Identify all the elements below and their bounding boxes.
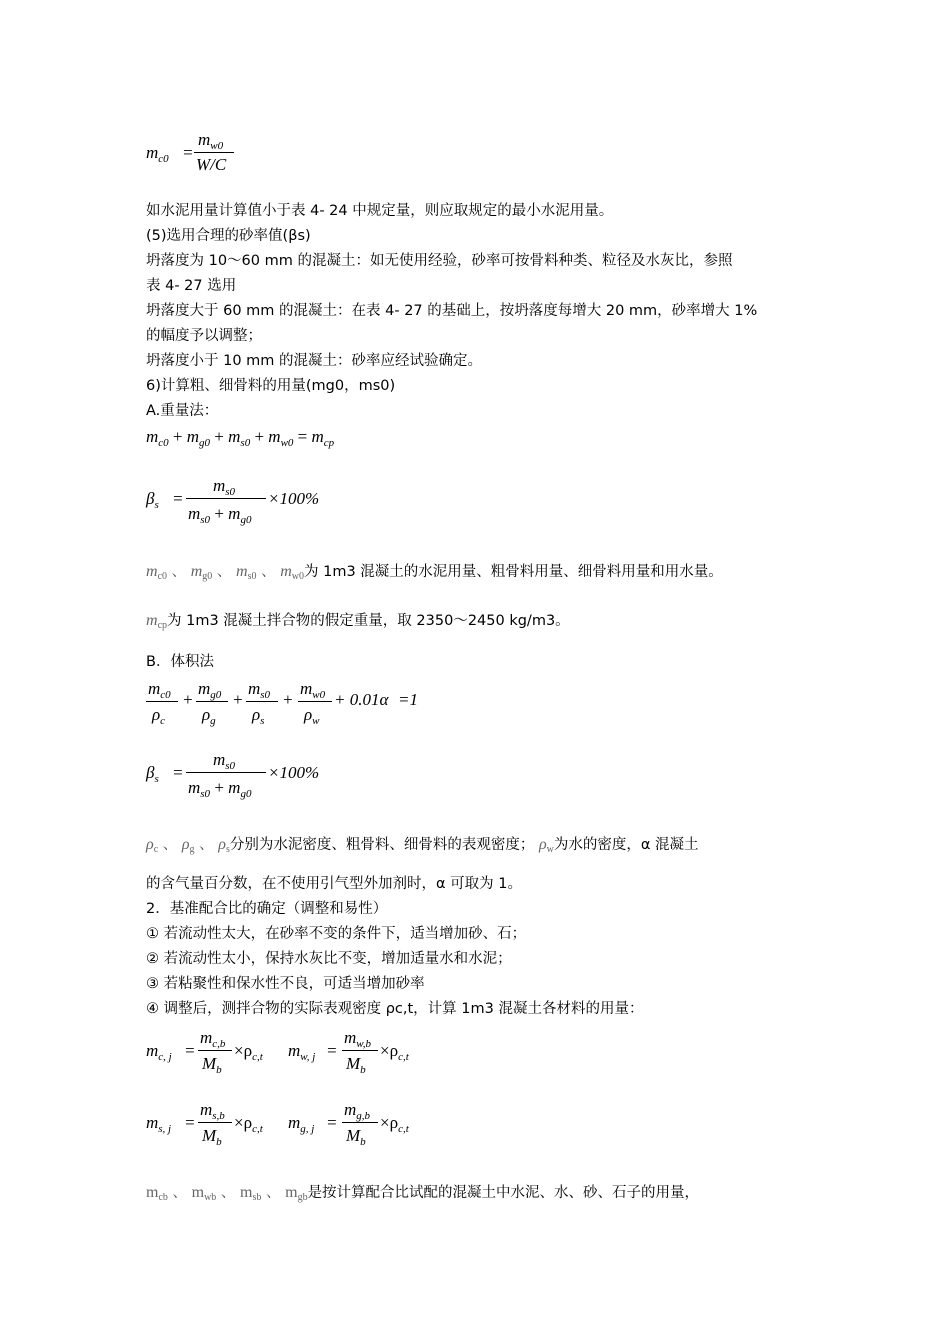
text-line-trial-mix: mcb 、 mwb 、 msb 、 mgb是按计算配合比试配的混凝土中水泥、水、砂、石子的用量， (146, 1184, 700, 1203)
list-item: ③ 若粘聚性和保水性不良，可适当增加砂率 (146, 976, 425, 992)
text-line-symbols-weight: mc0 、 mg0 、 ms0 、 mw0为 1m3 混凝土的水泥用量、粗骨料用量、细骨料用量和用水量。 (146, 563, 723, 582)
list-item: ① 若流动性太大，在砂率不变的条件下，适当增加砂、石； (146, 926, 527, 942)
section-heading: 2．基准配合比的确定（调整和易性） (146, 901, 388, 917)
text-line: 表 4- 27 选用 (146, 278, 237, 294)
formula-weight-sum: $m_{c0} + m_{g0} + m_{s0} + m_{w0} = m_{cp}$ (146, 427, 335, 449)
subsection-heading: A.重量法： (146, 403, 219, 419)
list-item: ② 若流动性太小，保持水灰比不变，增加适量水和水泥； (146, 951, 512, 967)
text-line: 如水泥用量计算值小于表 4- 24 中规定量，则应取规定的最小水泥用量。 (146, 203, 614, 219)
text-line: 坍落度大于 60 mm 的混凝土：在表 4- 27 的基础上，按坍落度每增大 20 mm，砂率增大 1% (146, 303, 758, 319)
text-line: 坍落度小于 10 mm 的混凝土：砂率应经试验确定。 (146, 353, 483, 369)
section-heading: (5)选用合理的砂率值(βs) (146, 228, 311, 244)
text-line-densities: ρc 、 ρg 、 ρs分别为水泥密度、粗骨料、细骨料的表观密度； ρw为水的密度，α 混凝土 (146, 836, 699, 855)
text-line: 的含气量百分数，在不使用引气型外加剂时，α 可取为 1。 (146, 876, 522, 892)
text-line: 坍落度为 10～60 mm 的混凝土：如无使用经验，砂率可按骨料种类、粒径及水灰比，参照 (146, 253, 733, 269)
text-line: 的幅度予以调整； (146, 328, 262, 344)
document-page: $m_{c0}$ = $m_{w0}$ W/C 如水泥用量计算值小于表 4- 24 中规定量，则应取规定的最小水泥用量。 (5)选用合理的砂率值(βs) 坍落度为 10～60 mm 的混凝土：如无使用经验，砂率可按骨料种类、粒径及水灰比，参照 表 4- 27 选用 坍落度大于 60 mm 的混凝土：在表 4- 27 的基础上，按坍落度每增大 20 mm，砂率增大 1% 的幅度予以调整； 坍落度小于 10 mm 的混凝土：砂率应经试验确定。 6)计算粗、细骨料的用量(mg0，ms0) A.重量法： $m_{c0} + m_{g0} + m_{s0} + m_{w0} = m_{cp}$ $\beta_s$ = $m_{s0}$ $m_{s0} + m_{g0}$ ×100% mc0 、 mg0 、 ms0 、 mw0为 1m3 混凝土的水泥用量、粗骨料用量、细骨料用量和用水量。 mcp为 1m3 混凝土拌合物的假定重量，取 2350～2450 kg/m3。 B．体积法 $m_{c0}$ $\rho_c$ + $m_{g0}$ $\rho_g$ + $m_{s0}$ $\rho_s$ + $m_{w0}$ $\rho_w$ + 0.01α =1 $\beta_s$ = $m_{s0}$ $m_{s0} + m_{g0}$ ×100% ρc 、 ρg 、 ρs分别为水泥密度、粗骨料、细骨料的表观密度； ρw为水的密度，α 混凝土 的含气量百分数，在不使用引气型外加剂时，α 可取为 1。 2．基准配合比的确定（调整和易性） ① 若流动性太大，在砂率不变的条件下，适当增加砂、石； ② 若流动性太小，保持水灰比不变，增加适量水和水泥； ③ 若粘聚性和保水性不良，可适当增加砂率 ④ 调整后，测拌合物的实际表观密度 ρc,t，计算 1m3 混凝土各材料的用量： $m_{c, j}$ = $m_{c,b}$ $M_b$ $\times\rho_{c,t}$ $m_{w, j}$ = $m_{w,b}$ $M_b$ $\times\rho_{c,t}$ $m_{s, j}$ = $m_{s,b}$ $M_b$ $\times\rho_{c,t}$ $m_{g, j}$ = $m_{g,b}$ $M_b$ $\times\rho_{c,t}$ mcb 、 mwb 、 msb 、 mgb是按计算配合比试配的混凝土中水泥、水、砂、石子的用量， (0, 0, 950, 1344)
list-item: ④ 调整后，测拌合物的实际表观密度 ρc,t，计算 1m3 混凝土各材料的用量： (146, 1001, 644, 1017)
text-line-assumed-weight: mcp为 1m3 混凝土拌合物的假定重量，取 2350～2450 kg/m3。 (146, 612, 570, 631)
section-heading: 6)计算粗、细骨料的用量(mg0，ms0) (146, 378, 396, 394)
subsection-heading: B．体积法 (146, 654, 214, 670)
